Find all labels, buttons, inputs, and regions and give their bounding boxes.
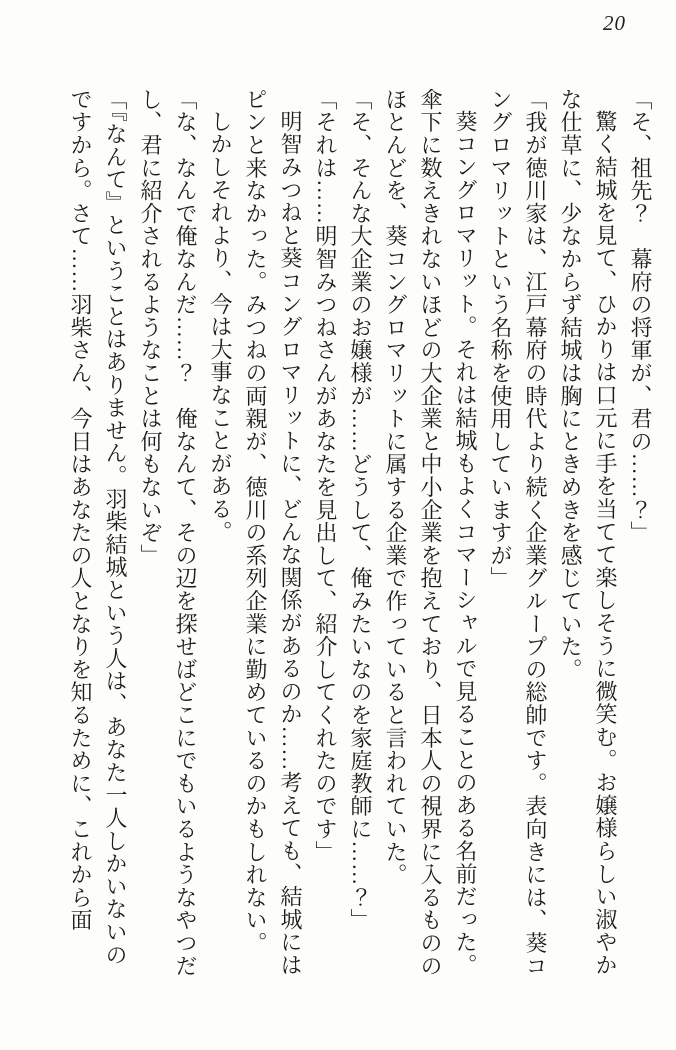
narration-paragraph: 明智みつねと葵コングロマリットに、どんな関係があるのか……考えても、結城にはピンと来なかった。みつねの両親が、徳川の系列企業に勤めているのかもしれない。	[243, 88, 303, 977]
dialogue-line: 「そ、祖先？ 幕府の将軍が、君の……？」	[628, 88, 653, 544]
dialogue-line: 「そ、そんな大企業のお嬢様が……どうして、俺みたいなのを家庭教師に……？」	[348, 88, 373, 932]
page-text	[63, 88, 658, 978]
narration-paragraph: しかしそれより、今は大事なことがある。	[208, 110, 233, 544]
page-number: 20	[603, 11, 626, 35]
dialogue-line: 「我が徳川家は、江戸幕府の時代より続く企業グループの総帥です。表向きには、葵コングロマリットという名称を使用していますが」	[488, 88, 548, 978]
dialogue-line: 「な、なんで俺なんだ……？ 俺なんて、その辺を探せばどこにでもいるようなやつだし、君に紹介されるようなことは何もないぞ」	[138, 88, 198, 978]
narration-paragraph: 葵コングロマリット。それは結城もよくコマーシャルで見ることのある名前だった。傘下に数えきれないほどの大企業と中小企業を抱えており、日本人の視界に入るもののほとんどを、葵コングロマリットに属する企業で作っていると言われていた。	[383, 88, 478, 978]
dialogue-line: 「『なんて』ということはありません。羽柴結城という人は、あなた一人しかいないのですから。さて……羽柴さん、今日はあなたの人となりを知るために、これから面	[68, 88, 128, 967]
dialogue-line: 「それは……明智みつねさんがあなたを見出して、紹介してくれたのです」	[313, 88, 338, 864]
narration-paragraph: 驚く結城を見て、ひかりは口元に手を当てて楽しそうに微笑む。お嬢様らしい淑やかな仕草に、少なからず結城は胸にときめきを感じていた。	[558, 88, 618, 977]
